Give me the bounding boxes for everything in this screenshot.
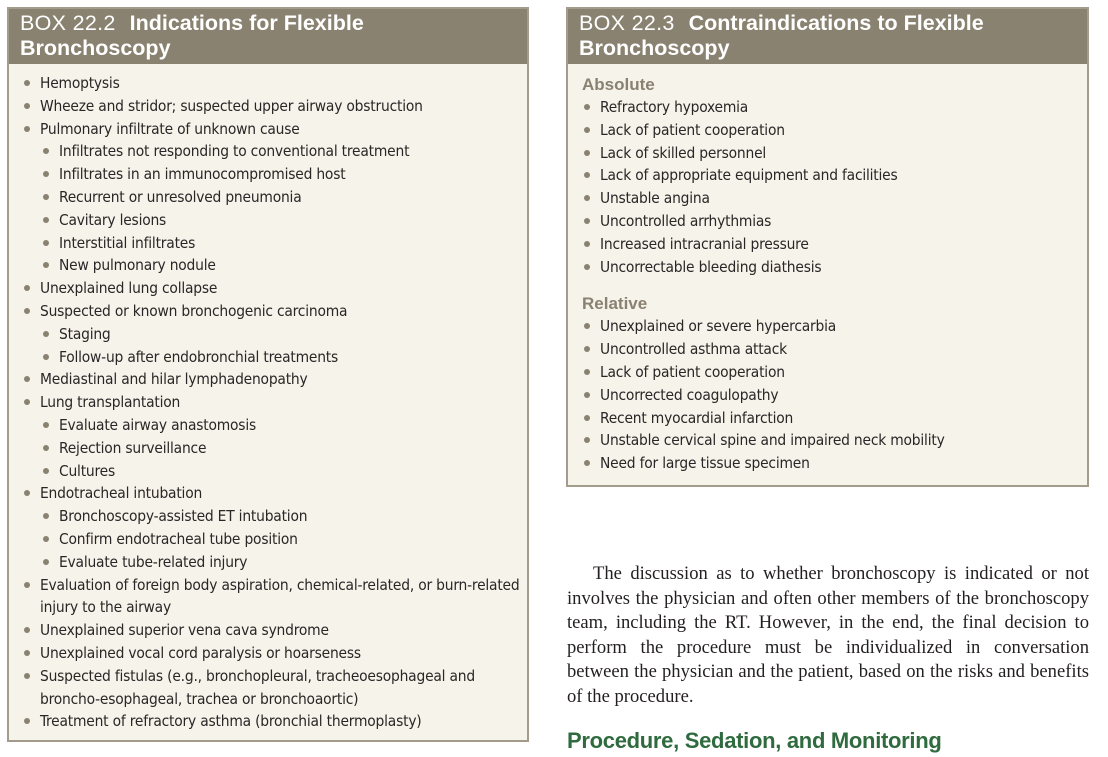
list-item (568, 407, 1087, 430)
bullet-icon (43, 445, 49, 451)
bullet-icon (584, 241, 590, 247)
list-item-text: Pulmonary infiltrate of unknown cause (40, 119, 300, 138)
list-item-text: Rejection surveillance (59, 438, 207, 457)
bullet-icon (24, 650, 30, 656)
list-item (568, 142, 1087, 165)
list-item-text: Unexplained or severe hypercarbia (600, 317, 837, 336)
box-number: BOX 22.2 (20, 11, 116, 35)
box-title-line2: Bronchoscopy (20, 36, 171, 60)
box-title-line1: Indications for Flexible (129, 11, 364, 35)
list-item-text: Confirm endotracheal tube position (59, 529, 298, 548)
sub-list-item (9, 186, 527, 209)
bullet-icon (43, 217, 49, 223)
bullet-icon (43, 536, 49, 542)
list-item (568, 361, 1087, 384)
list-item-text: Lack of appropriate equipment and facilities (600, 166, 898, 185)
bullet-icon (24, 673, 30, 679)
indications-list (9, 64, 527, 733)
list-item (568, 338, 1087, 361)
list-item (9, 642, 527, 665)
list-item-text: Evaluate airway anastomosis (59, 415, 256, 434)
bullet-icon (584, 369, 590, 375)
bullet-icon (43, 171, 49, 177)
list-item (9, 391, 527, 414)
bullet-icon (24, 718, 30, 724)
list-item-text: Evaluate tube-related injury (59, 552, 248, 571)
sub-list-item (9, 232, 527, 255)
list-item-text: Lack of patient cooperation (600, 362, 785, 381)
list-item-text: Follow-up after endobronchial treatments (59, 347, 339, 366)
list-item-text: Endotracheal intubation (40, 484, 203, 503)
list-item (9, 665, 527, 711)
sub-list-item (9, 163, 527, 186)
bullet-icon (24, 399, 30, 405)
list-item (9, 95, 527, 118)
box-indications (7, 7, 529, 742)
bullet-icon (584, 195, 590, 201)
list-item-text: Unexplained lung collapse (40, 279, 218, 298)
bullet-icon (584, 323, 590, 329)
list-item-text: Wheeze and stridor; suspected upper airway obstruction (40, 96, 423, 115)
sub-list-item (9, 437, 527, 460)
list-item-text: Cavitary lesions (59, 210, 167, 229)
bullet-icon (584, 150, 590, 156)
bullet-icon (24, 308, 30, 314)
bullet-icon (584, 264, 590, 270)
list-item-text: Unexplained vocal cord paralysis or hoarseness (40, 643, 361, 662)
list-item-text: Evaluation of foreign body aspiration, chemical-related, or burn-related injury to the airway (40, 575, 520, 617)
list-item (568, 210, 1087, 233)
bullet-icon (43, 240, 49, 246)
list-item (9, 118, 527, 141)
list-item (568, 119, 1087, 142)
bullet-icon (584, 437, 590, 443)
relative-contraindications-list (568, 315, 1087, 475)
sub-list-item (9, 209, 527, 232)
list-item-text: Unstable cervical spine and impaired neck mobility (600, 431, 945, 450)
list-item (9, 574, 527, 620)
bullet-icon (584, 127, 590, 133)
bullet-icon (24, 285, 30, 291)
list-item (568, 452, 1087, 475)
bullet-icon (43, 559, 49, 565)
bullet-icon (43, 262, 49, 268)
list-item-text: Increased intracranial pressure (600, 234, 809, 253)
list-item-text: Unexplained superior vena cava syndrome (40, 621, 329, 640)
list-item-text: Lack of patient cooperation (600, 120, 785, 139)
list-item (9, 710, 527, 733)
bullet-icon (584, 392, 590, 398)
bullet-icon (43, 331, 49, 337)
list-item-text: Infiltrates not responding to conventional treatment (59, 142, 410, 161)
list-item (9, 482, 527, 505)
sub-list-item (9, 528, 527, 551)
bullet-icon (43, 468, 49, 474)
list-item-text: Uncontrolled arrhythmias (600, 211, 772, 230)
bullet-icon (24, 490, 30, 496)
list-item-text: Uncontrolled asthma attack (600, 340, 787, 359)
bullet-icon (584, 346, 590, 352)
list-item-text: Lung transplantation (40, 393, 181, 412)
list-item (568, 96, 1087, 119)
list-item-text: Staging (59, 324, 111, 343)
sub-list-item (9, 323, 527, 346)
bullet-icon (24, 582, 30, 588)
sub-list-item (9, 414, 527, 437)
list-item-text: Cultures (59, 461, 115, 480)
list-item (568, 384, 1087, 407)
body-paragraph: The discussion as to whether bronchoscopy is indicated or not involves the physician and often other members of the bronchoscopy team, including the RT. However, in the end, the final decision to perform the procedure must be individualized in conversation between the physician and the patient, based on the risks and benefits of the procedure. (567, 563, 1089, 707)
bullet-icon (584, 460, 590, 466)
sub-list-item (9, 551, 527, 574)
bullet-icon (43, 194, 49, 200)
list-item-text: Bronchoscopy-assisted ET intubation (59, 507, 308, 526)
relative-heading: Relative (582, 294, 648, 314)
list-item-text: Need for large tissue specimen (600, 454, 810, 473)
bullet-icon (24, 627, 30, 633)
list-item (568, 164, 1087, 187)
box-header (568, 9, 1087, 64)
section-heading: Procedure, Sedation, and Monitoring (567, 728, 942, 753)
list-item (568, 187, 1087, 210)
list-item-text: Mediastinal and hilar lymphadenopathy (40, 370, 308, 389)
sub-list-item (9, 505, 527, 528)
list-item (9, 368, 527, 391)
sub-list-item (9, 460, 527, 483)
list-item (568, 315, 1087, 338)
sub-list-item (9, 140, 527, 163)
sub-list-item (9, 346, 527, 369)
list-item (568, 256, 1087, 279)
absolute-heading: Absolute (582, 75, 655, 94)
list-item (9, 72, 527, 95)
bullet-icon (24, 376, 30, 382)
box-contraindications (566, 7, 1089, 487)
box-number: BOX 22.3 (579, 11, 675, 35)
list-item-text: Suspected fistulas (e.g., bronchopleural, tracheoesophageal and broncho-esophageal, trachea or bronchoaortic) (40, 666, 475, 708)
list-item (568, 429, 1087, 452)
bullet-icon (584, 218, 590, 224)
list-item (9, 619, 527, 642)
list-item-text: Unstable angina (600, 189, 710, 208)
absolute-contraindications-list (568, 96, 1087, 278)
list-item (568, 233, 1087, 256)
list-item-text: Lack of skilled personnel (600, 143, 767, 162)
list-item-text: New pulmonary nodule (59, 256, 216, 275)
list-item-text: Recent myocardial infarction (600, 408, 794, 427)
bullet-icon (584, 104, 590, 110)
list-item-text: Hemoptysis (40, 74, 120, 92)
box-title-line2: Bronchoscopy (579, 36, 730, 60)
list-item-text: Treatment of refractory asthma (bronchial thermoplasty) (40, 712, 422, 731)
list-item-text: Recurrent or unresolved pneumonia (59, 187, 302, 206)
list-item-text: Uncorrected coagulopathy (600, 385, 779, 404)
bullet-icon (584, 172, 590, 178)
bullet-icon (584, 415, 590, 421)
list-item-text: Uncorrectable bleeding diathesis (600, 257, 822, 276)
list-item-text: Interstitial infiltrates (59, 233, 196, 252)
bullet-icon (24, 80, 30, 86)
bullet-icon (24, 126, 30, 132)
sub-list-item (9, 254, 527, 277)
list-item (9, 300, 527, 323)
bullet-icon (43, 513, 49, 519)
list-item (9, 277, 527, 300)
bullet-icon (43, 422, 49, 428)
list-item-text: Refractory hypoxemia (600, 98, 749, 116)
box-header (9, 9, 527, 64)
bullet-icon (43, 354, 49, 360)
bullet-icon (24, 103, 30, 109)
list-item-text: Infiltrates in an immunocompromised host (59, 165, 346, 184)
list-item-text: Suspected or known bronchogenic carcinoma (40, 301, 348, 320)
bullet-icon (43, 148, 49, 154)
box-title-line1: Contraindications to Flexible (688, 11, 984, 35)
